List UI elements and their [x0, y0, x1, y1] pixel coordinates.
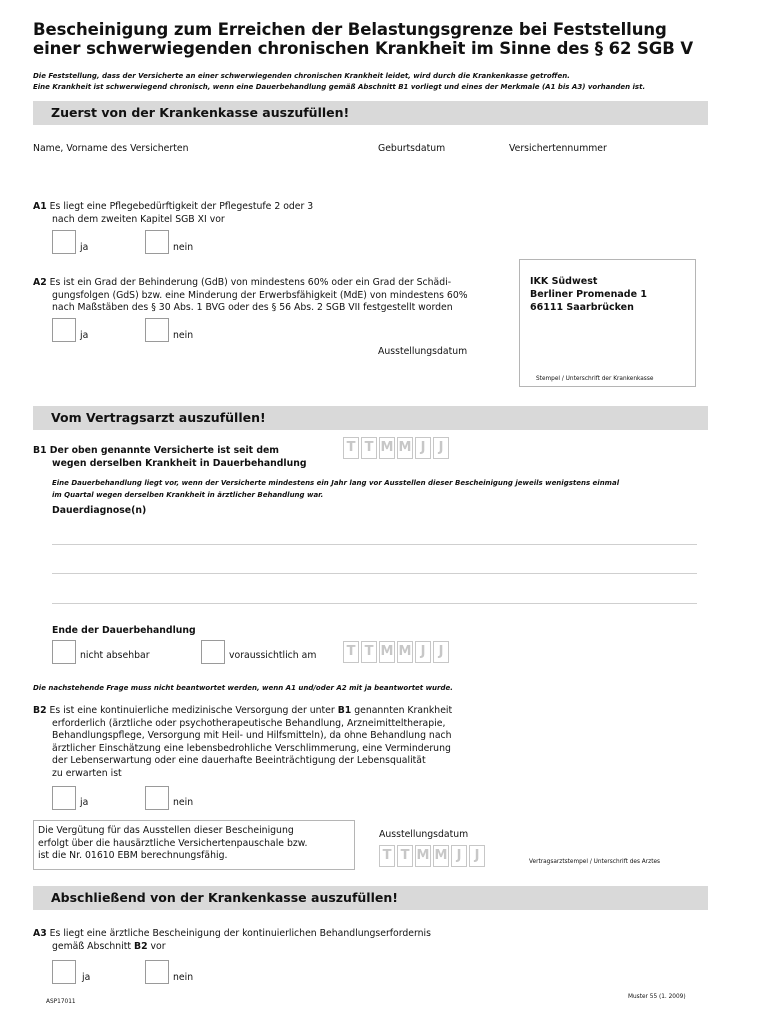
a3-line-2c: vor [147, 940, 166, 952]
date-cell-t1[interactable]: T [343, 437, 359, 459]
diagnosis-line-3[interactable] [52, 603, 697, 604]
address-line-3: 66111 Saarbrücken [530, 302, 634, 313]
section-2-heading: Vom Vertragsarzt auszufüllen! [51, 410, 266, 425]
fee-note [38, 825, 307, 863]
insurer-stamp-label: Stempel / Unterschrift der Krankenkasse [536, 376, 654, 382]
end-date-cell-t1[interactable]: T [343, 641, 359, 663]
a2-line-2: gungsfolgen (GdS) bzw. eine Minderung der Erwerbsfähigkeit (MdE) von mindestens 60% [52, 289, 468, 301]
b2-yes-label: ja [80, 797, 89, 808]
intro-line-1: Die Feststellung, dass der Versicherte an einer schwerwiegenden chronischen Krankheit leidet, wird durch die Krankenkasse getroffen. [33, 72, 570, 80]
a3-ref: B2 [134, 940, 148, 952]
b1-date-field[interactable] [343, 437, 449, 459]
a1-text [33, 201, 313, 226]
diagnosis-line-1[interactable] [52, 544, 697, 545]
a1-yes-checkbox[interactable] [52, 230, 76, 254]
b1-line-2: wegen derselben Krankheit in Dauerbehandlung [52, 457, 307, 469]
date-cell-m2[interactable]: M [397, 437, 413, 459]
footer-form-number: Muster 55 (1. 2009) [628, 994, 686, 1000]
fee-note-line-1: Die Vergütung für das Ausstellen dieser Bescheinigung [38, 825, 294, 836]
issue-date-cell-m2[interactable]: M [433, 845, 449, 867]
b2-yes-checkbox[interactable] [52, 786, 76, 810]
issue-date-cell-j1[interactable]: J [451, 845, 467, 867]
insurer-address-box [519, 259, 696, 387]
end-date-cell-m2[interactable]: M [397, 641, 413, 663]
section-1-header [33, 101, 708, 125]
date-cell-j1[interactable]: J [415, 437, 431, 459]
b2-note: Die nachstehende Frage muss nicht beantwortet werden, wenn A1 und/oder A2 mit ja beantwortet wurde. [33, 684, 453, 692]
end-date-cell-j1[interactable]: J [415, 641, 431, 663]
b2-line-1a: Es ist eine kontinuierliche medizinische Versorgung der unter [49, 705, 338, 716]
b2-line-3: Behandlungspflege, Versorgung mit Heil- und Hilfsmitteln), da ohne Behandlung nach [52, 730, 452, 741]
a2-yes-checkbox[interactable] [52, 318, 76, 342]
end-date-field[interactable] [343, 641, 449, 663]
not-foreseeable-label: nicht absehbar [80, 650, 150, 661]
end-date-cell-t2[interactable]: T [361, 641, 377, 663]
date-cell-j2[interactable]: J [433, 437, 449, 459]
a2-text [33, 277, 468, 315]
issue-date-label-1: Ausstellungsdatum [378, 346, 468, 357]
b2-line-1c: genannten Krankheit [351, 705, 453, 716]
title-line-2: einer schwerwiegenden chronischen Krankheit im Sinne des § 62 SGB V [33, 39, 693, 58]
section-2-header [33, 406, 708, 430]
b2-line-4: ärztlicher Einschätzung eine lebensbedrohliche Verschlimmerung, eine Verminderung [52, 742, 451, 754]
diagnosis-label: Dauerdiagnose(n) [52, 505, 147, 516]
a2-no-label: nein [173, 330, 194, 341]
end-date-cell-m1[interactable]: M [379, 641, 395, 663]
intro-line-2: Eine Krankheit ist schwerwiegend chronisch, wenn eine Dauerbehandlung gemäß Abschnitt B1 vorliegt und eines der Merkmale (A1 bis A3) vorhanden ist. [33, 83, 646, 91]
a2-code: A2 [33, 277, 47, 288]
end-of-treatment-label: Ende der Dauerbehandlung [52, 625, 196, 636]
b2-line-6: zu erwarten ist [52, 767, 122, 779]
a2-yes-label: ja [80, 330, 89, 341]
a1-no-label: nein [173, 242, 194, 253]
a3-no-checkbox[interactable] [145, 960, 169, 984]
form-title [33, 20, 693, 58]
not-foreseeable-checkbox[interactable] [52, 640, 76, 664]
a3-code: A3 [33, 928, 47, 939]
footer-code: ASP17011 [46, 999, 76, 1005]
date-cell-m1[interactable]: M [379, 437, 395, 459]
fee-note-line-2: erfolgt über die hausärztliche Versichertenpauschale bzw. [38, 837, 308, 849]
expected-on-checkbox[interactable] [201, 640, 225, 664]
a3-text [33, 928, 431, 953]
insurance-number-label: Versichertennummer [509, 143, 607, 154]
b2-line-2: erforderlich (ärztliche oder psychotherapeutische Behandlung, Arzneimitteltherapie, [52, 717, 446, 729]
name-label: Name, Vorname des Versicherten [33, 143, 189, 154]
section-3-heading: Abschließend von der Krankenkasse auszufüllen! [51, 890, 398, 905]
title-line-1: Bescheinigung zum Erreichen der Belastungsgrenze bei Feststellung [33, 20, 667, 39]
issue-date-cell-t1[interactable]: T [379, 845, 395, 867]
b1-text [33, 445, 307, 470]
b2-line-5: der Lebenserwartung oder eine dauerhafte Beeinträchtigung der Lebensqualität [52, 755, 426, 766]
b2-no-label: nein [173, 797, 194, 808]
b2-no-checkbox[interactable] [145, 786, 169, 810]
b1-note-line-1: Eine Dauerbehandlung liegt vor, wenn der Versicherte mindestens ein Jahr lang vor Ausstellen dieser Bescheinigung jeweils wenigstens einmal [52, 479, 620, 487]
a2-line-3: nach Maßstäben des § 30 Abs. 1 BVG oder des § 56 Abs. 2 SGB VII festgestellt worden [52, 302, 453, 313]
end-date-cell-j2[interactable]: J [433, 641, 449, 663]
address-line-2: Berliner Promenade 1 [530, 289, 647, 300]
issue-date-cell-t2[interactable]: T [397, 845, 413, 867]
insurer-address [530, 275, 647, 314]
address-line-1: IKK Südwest [530, 276, 598, 287]
a1-yes-label: ja [80, 242, 89, 253]
b1-note [52, 477, 619, 501]
b2-text [33, 705, 452, 780]
b2-ref: B1 [337, 705, 352, 716]
doctor-stamp-label: Vertragsarztstempel / Unterschrift des Arztes [529, 859, 661, 865]
a3-yes-checkbox[interactable] [52, 960, 76, 984]
a3-no-label: nein [173, 972, 194, 983]
diagnosis-line-2[interactable] [52, 573, 697, 574]
birthdate-label: Geburtsdatum [378, 143, 446, 154]
a3-yes-label: ja [82, 972, 91, 983]
issue-date-field[interactable] [379, 845, 485, 867]
expected-on-label: voraussichtlich am [229, 650, 317, 661]
b2-code: B2 [33, 705, 47, 716]
a3-line-2a: gemäß Abschnitt [52, 940, 135, 952]
date-cell-t2[interactable]: T [361, 437, 377, 459]
a2-no-checkbox[interactable] [145, 318, 169, 342]
a1-line-2: nach dem zweiten Kapitel SGB XI vor [52, 213, 225, 225]
fee-note-box [33, 820, 355, 870]
issue-date-cell-m1[interactable]: M [415, 845, 431, 867]
a1-no-checkbox[interactable] [145, 230, 169, 254]
section-1-heading: Zuerst von der Krankenkasse auszufüllen! [51, 105, 350, 120]
a2-line-1: Es ist ein Grad der Behinderung (GdB) von mindestens 60% oder ein Grad der Schädi- [49, 277, 452, 288]
fee-note-line-3: ist die Nr. 01610 EBM berechnungsfähig. [38, 850, 228, 861]
issue-date-label-2: Ausstellungsdatum [379, 829, 469, 840]
a1-code: A1 [33, 201, 47, 212]
a3-line-1: Es liegt eine ärztliche Bescheinigung der kontinuierlichen Behandlungserfordernis [49, 928, 431, 939]
b1-line-1: B1 Der oben genannte Versicherte ist seit dem [33, 445, 279, 456]
issue-date-cell-j2[interactable]: J [469, 845, 485, 867]
a1-line-1: Es liegt eine Pflegebedürftigkeit der Pflegestufe 2 oder 3 [49, 201, 314, 212]
section-3-header [33, 886, 708, 910]
b1-note-line-2: im Quartal wegen derselben Krankheit in ärztlicher Behandlung war. [52, 491, 324, 499]
